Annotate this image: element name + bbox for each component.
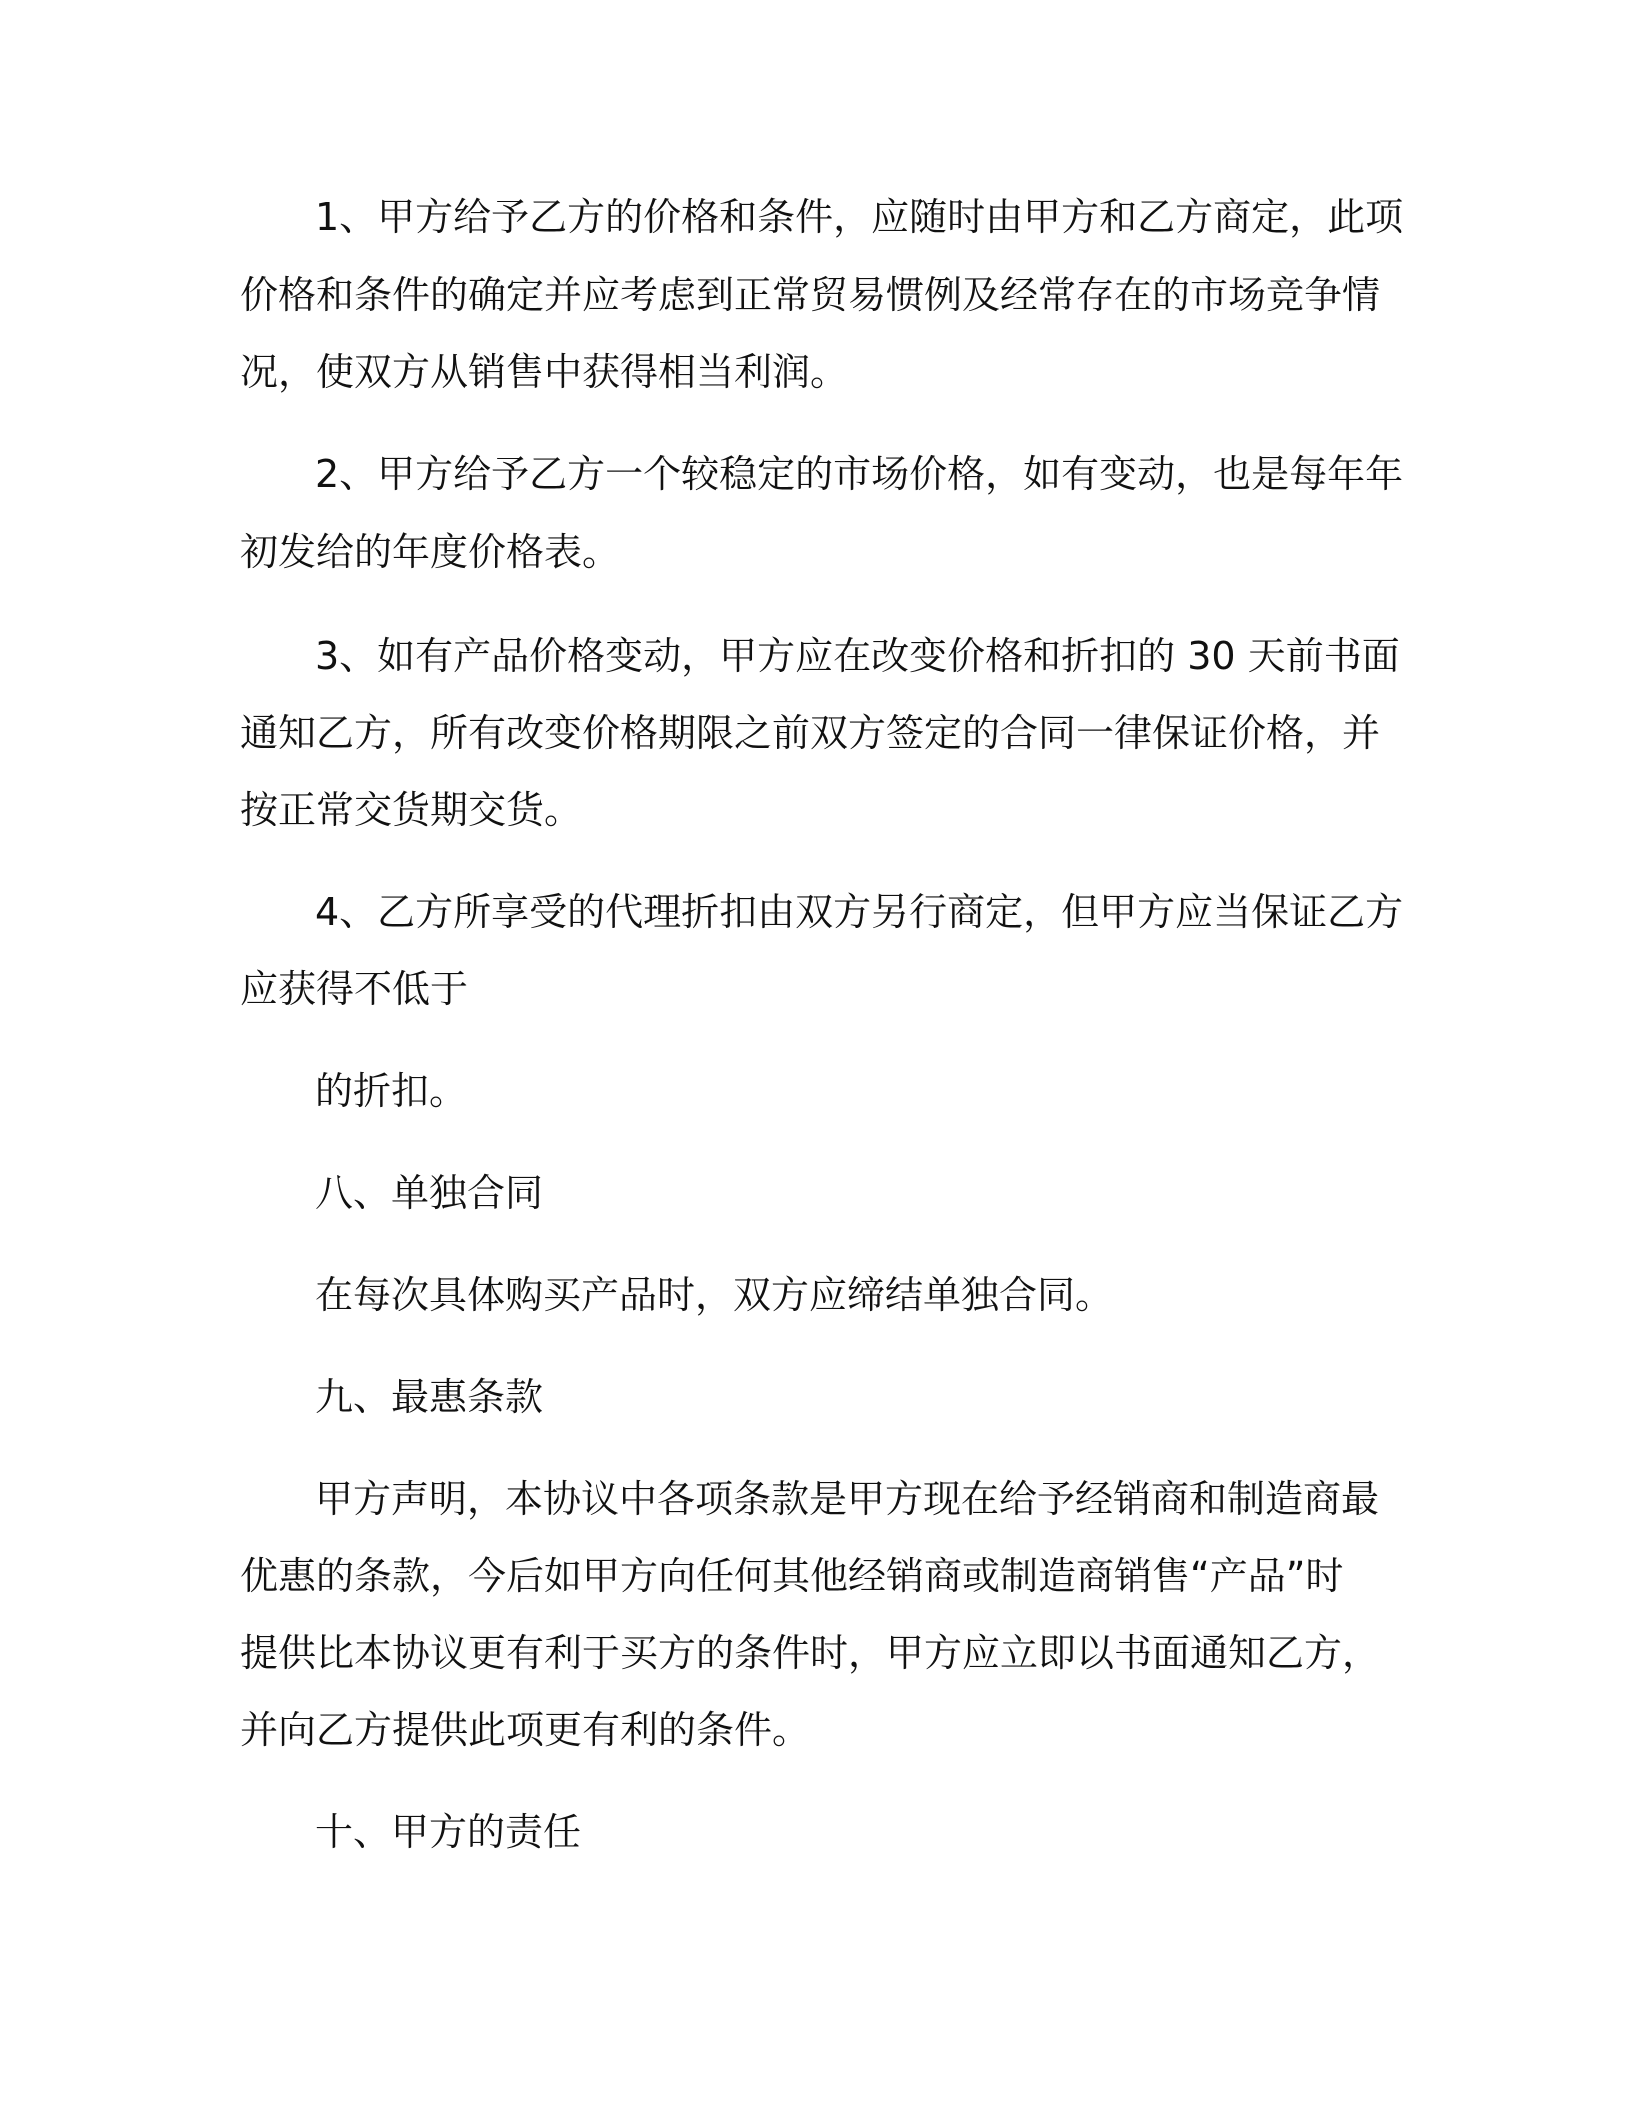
clause-4-line-3: 的折扣。	[315, 1069, 468, 1113]
section-9-body-line-4: 并向乙方提供此项更有利的条件。	[240, 1708, 811, 1752]
clause-4-line-2: 应获得不低于	[240, 967, 469, 1011]
section-8-body: 在每次具体购买产品时，双方应缔结单独合同。	[315, 1273, 1114, 1317]
clause-2-line-2: 初发给的年度价格表。	[240, 530, 621, 574]
clause-3-line-2: 通知乙方，所有改变价格期限之前双方签定的合同一律保证价格，并	[240, 711, 1381, 755]
clause-1-line-2: 价格和条件的确定并应考虑到正常贸易惯例及经常存在的市场竞争情	[240, 273, 1381, 317]
clause-3-line-3: 按正常交货期交货。	[240, 788, 583, 832]
section-9-body-line-1: 甲方声明，本协议中各项条款是甲方现在给予经销商和制造商最	[315, 1477, 1380, 1521]
section-10-heading: 十、甲方的责任	[315, 1810, 582, 1854]
section-9-body-line-3: 提供比本协议更有利于买方的条件时，甲方应立即以书面通知乙方，	[240, 1631, 1381, 1675]
clause-1-line-1: 1、甲方给予乙方的价格和条件，应随时由甲方和乙方商定，此项	[315, 195, 1404, 239]
clause-3-line-1: 3、如有产品价格变动，甲方应在改变价格和折扣的 30 天前书面	[315, 634, 1400, 678]
clause-1-line-3: 况，使双方从销售中获得相当利润。	[240, 350, 849, 394]
section-8-heading: 八、单独合同	[315, 1171, 544, 1215]
section-9-body-line-2: 优惠的条款，今后如甲方向任何其他经销商或制造商销售“产品”时	[240, 1554, 1344, 1598]
clause-4-line-1: 4、乙方所享受的代理折扣由双方另行商定，但甲方应当保证乙方	[315, 890, 1404, 934]
clause-2-line-1: 2、甲方给予乙方一个较稳定的市场价格，如有变动，也是每年年	[315, 452, 1404, 496]
section-9-heading: 九、最惠条款	[315, 1375, 544, 1419]
